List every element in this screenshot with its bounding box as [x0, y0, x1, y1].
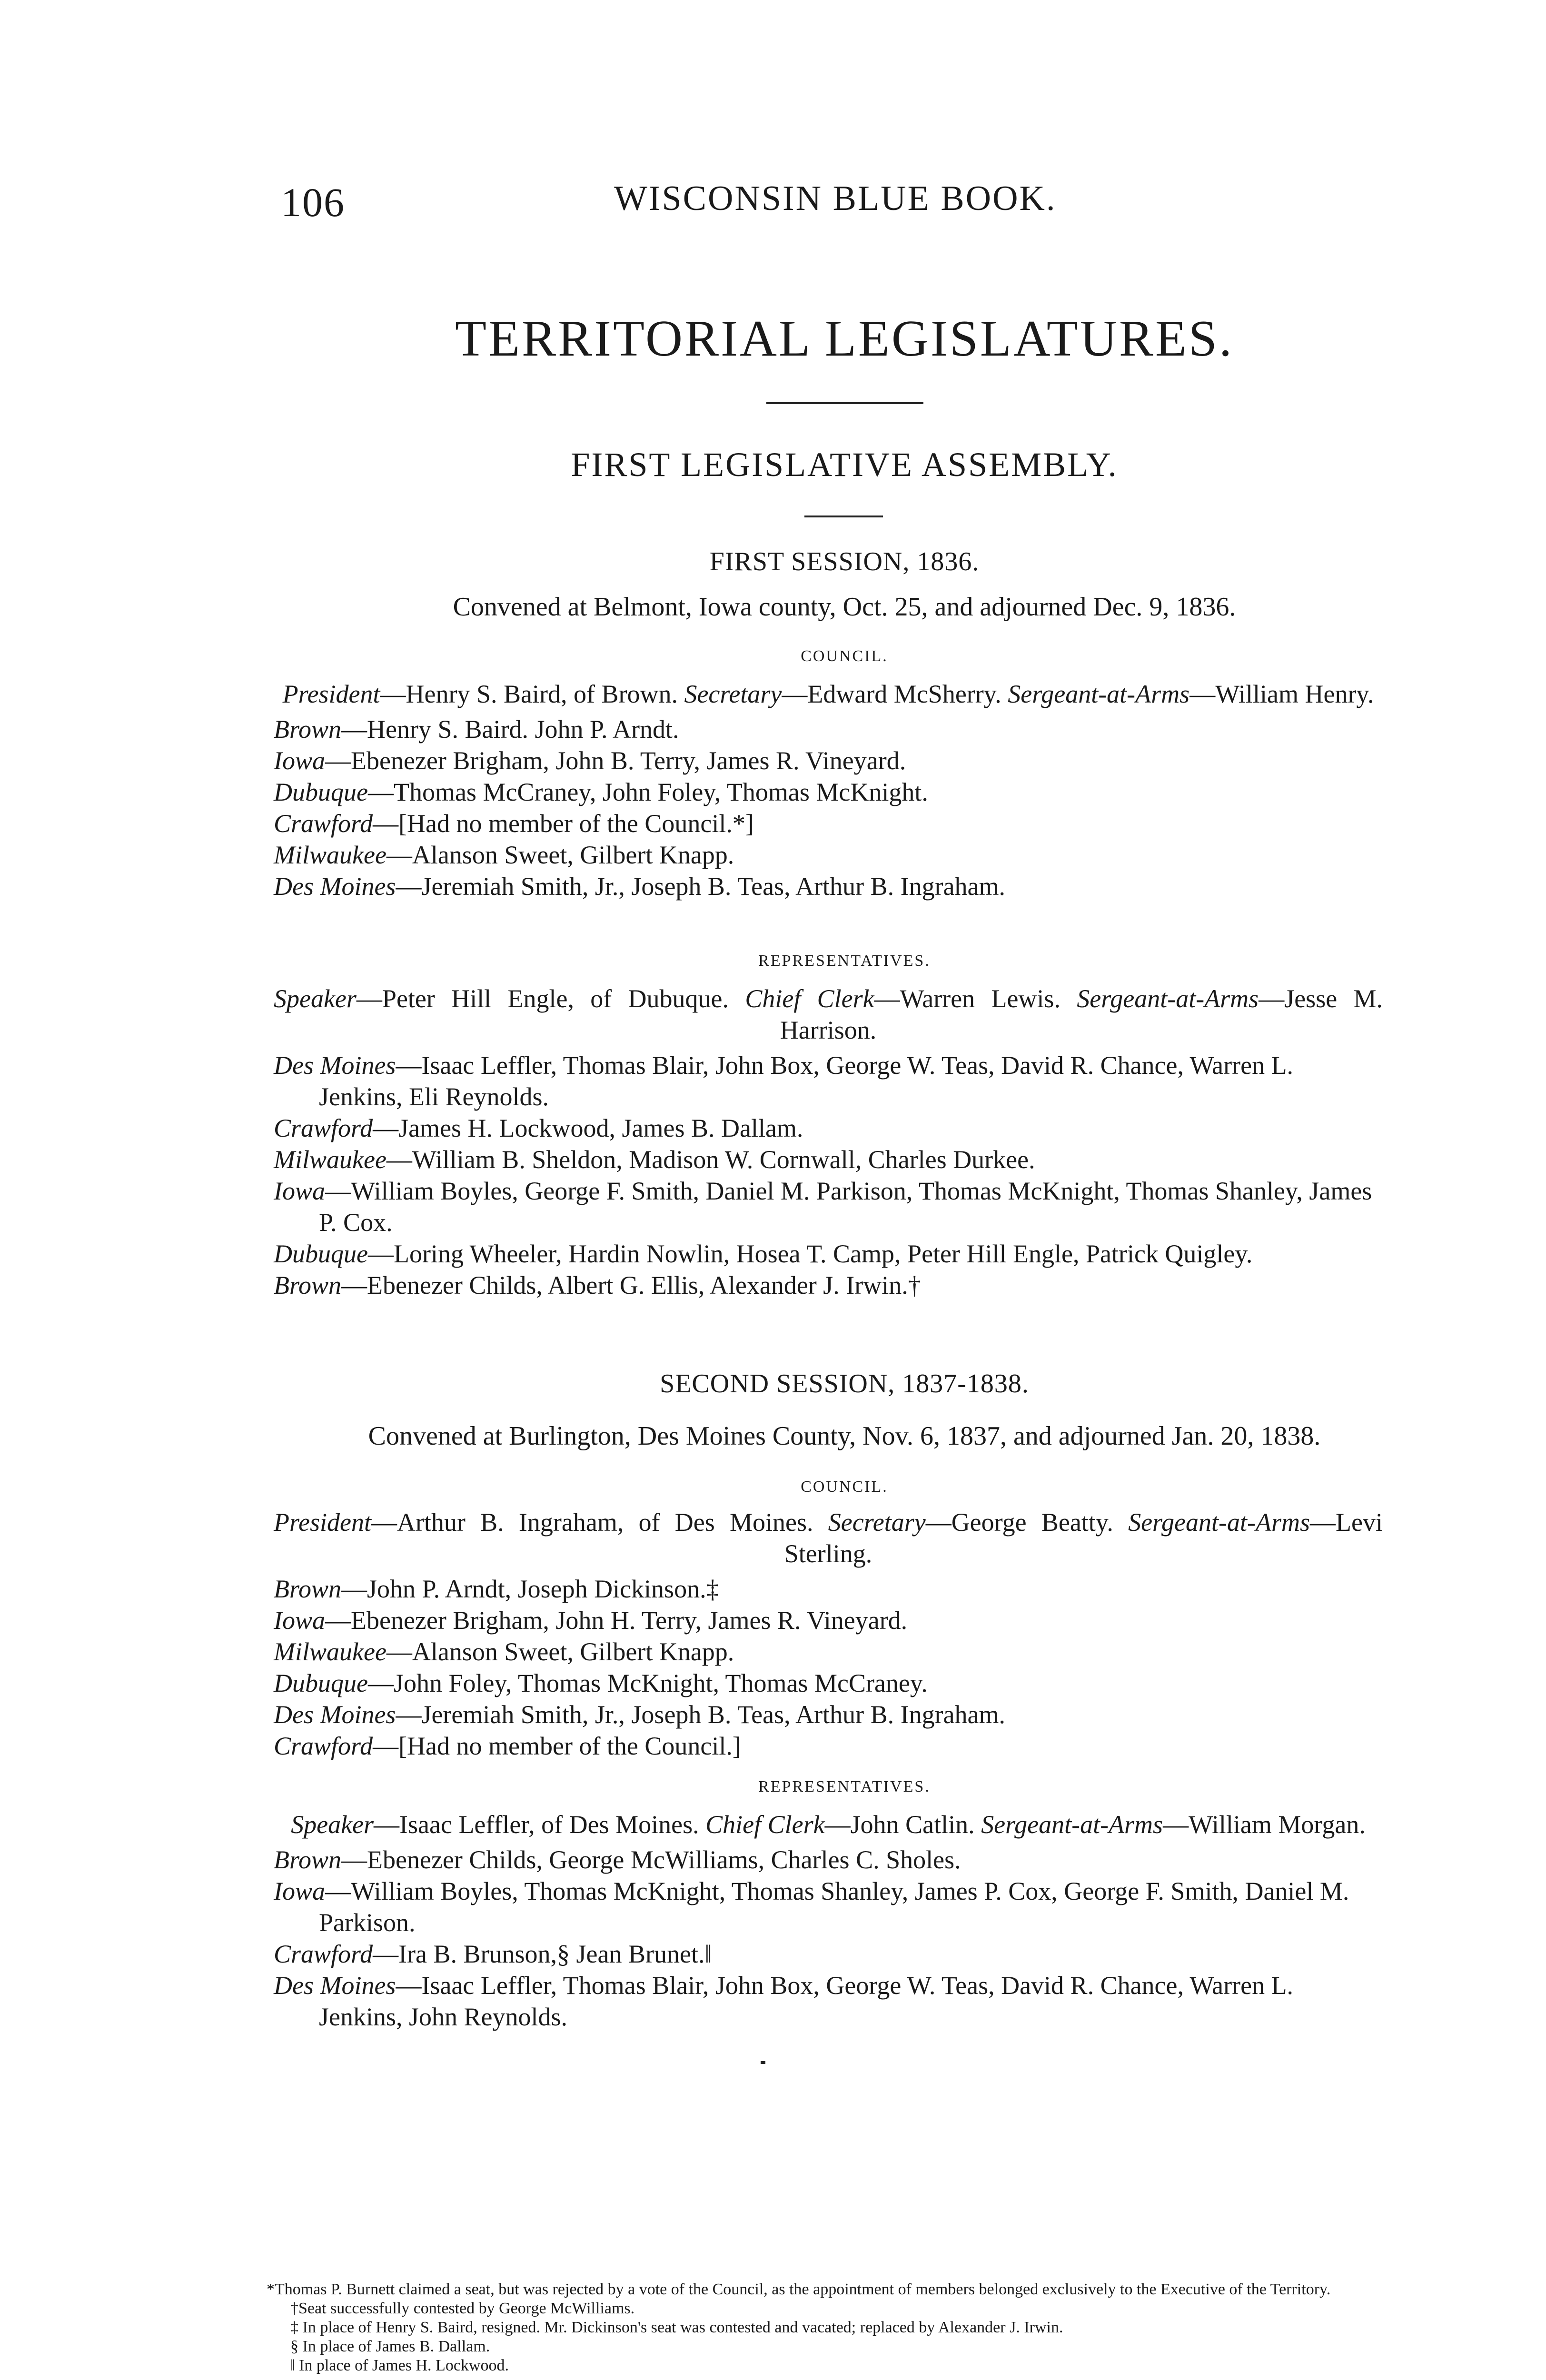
- officer-role: Secretary: [828, 1508, 926, 1537]
- session-dates: Convened at Belmont, Iowa county, Oct. 25, and adjourned Dec. 9, 1836.: [453, 592, 1236, 622]
- footnote: †Seat successfully contested by George McWilliams.: [290, 2300, 635, 2317]
- officer-role: Chief Clerk: [705, 1810, 825, 1839]
- footnote: ‖ In place of James H. Lockwood.: [290, 2357, 509, 2374]
- council-officers: President—Arthur B. Ingraham, of Des Moines. Secretary—George Beatty. Sergeant-at-Arms—Levi Sterling.: [274, 1508, 1383, 1568]
- county-entry: Iowa—Ebenezer Brigham, John B. Terry, James R. Vineyard.: [274, 746, 906, 775]
- county-entry: Iowa—William Boyles, Thomas McKnight, Thomas Shanley, James P. Cox, George F. Smith, Daniel M. Parkison.: [274, 1877, 1349, 1937]
- officer-name: William Morgan.: [1189, 1810, 1366, 1839]
- officer-name: Henry S. Baird, of Brown.: [406, 680, 678, 708]
- officer-name: John Catlin.: [850, 1810, 975, 1839]
- representatives-section: [274, 1809, 1383, 2033]
- member-names: Ebenezer Childs, George McWilliams, Charles C. Sholes.: [367, 1845, 961, 1874]
- officer-name: George Beatty.: [951, 1508, 1113, 1537]
- member-names: Jeremiah Smith, Jr., Joseph B. Teas, Arthur B. Ingraham.: [421, 872, 1006, 901]
- county-name: Crawford: [274, 1940, 373, 1968]
- county-entry: Dubuque—John Foley, Thomas McKnight, Thomas McCraney.: [274, 1669, 928, 1697]
- county-name: Dubuque: [274, 1669, 368, 1697]
- county-entry: Iowa—Ebenezer Brigham, John H. Terry, James R. Vineyard.: [274, 1606, 908, 1635]
- county-name: Brown: [274, 1271, 342, 1299]
- council-heading: COUNCIL.: [801, 1478, 888, 1496]
- officer-name: Peter Hill Engle, of Dubuque.: [382, 984, 729, 1013]
- officer-role: Speaker: [274, 984, 357, 1013]
- county-name: Milwaukee: [274, 1145, 386, 1174]
- subtitle-rule: [804, 516, 883, 517]
- member-names: Isaac Leffler, Thomas Blair, John Box, George W. Teas, David R. Chance, Warren L. Jenkins, Eli Reynolds.: [319, 1051, 1294, 1111]
- member-names: Ebenezer Childs, Albert G. Ellis, Alexander J. Irwin.†: [367, 1271, 921, 1299]
- member-names: Ebenezer Brigham, John B. Terry, James R. Vineyard.: [351, 746, 906, 775]
- officer-role: Sergeant-at-Arms: [1077, 984, 1259, 1013]
- member-names: [Had no member of the Council.*]: [398, 809, 754, 838]
- officer-role: Speaker: [291, 1810, 374, 1839]
- officer-name: Isaac Leffler, of Des Moines.: [399, 1810, 699, 1839]
- county-entry: Crawford—[Had no member of the Council.]: [274, 1732, 741, 1760]
- county-entry: Brown—Henry S. Baird. John P. Arndt.: [274, 715, 679, 744]
- officer-role: Chief Clerk: [745, 984, 874, 1013]
- officer-role: Secretary: [684, 680, 782, 708]
- page-number: 106: [281, 179, 345, 225]
- county-name: Iowa: [274, 1877, 325, 1905]
- county-name: Iowa: [274, 1606, 325, 1635]
- member-names: Ebenezer Brigham, John H. Terry, James R. Vineyard.: [351, 1606, 908, 1635]
- county-name: Crawford: [274, 1732, 373, 1760]
- representatives-heading: REPRESENTATIVES.: [758, 1778, 931, 1795]
- county-entry: Dubuque—Loring Wheeler, Hardin Nowlin, Hosea T. Camp, Peter Hill Engle, Patrick Quigley.: [274, 1240, 1253, 1268]
- officer-name: Warren Lewis.: [900, 984, 1060, 1013]
- officer-name: Levi Sterling.: [784, 1508, 1383, 1568]
- member-names: John P. Arndt, Joseph Dickinson.‡: [367, 1575, 719, 1603]
- county-entry: Des Moines—Isaac Leffler, Thomas Blair, John Box, George W. Teas, David R. Chance, Warren L. Jenkins, John Reynolds.: [274, 1971, 1294, 2031]
- page-title: TERRITORIAL LEGISLATURES.: [455, 310, 1234, 367]
- representatives-heading: REPRESENTATIVES.: [758, 952, 931, 970]
- county-name: Iowa: [274, 746, 325, 775]
- county-name: Des Moines: [274, 1051, 396, 1080]
- county-name: Milwaukee: [274, 1637, 386, 1666]
- county-entry: Milwaukee—Alanson Sweet, Gilbert Knapp.: [274, 1637, 734, 1666]
- county-name: Brown: [274, 715, 342, 744]
- officer-name: Jesse M. Harrison.: [780, 984, 1383, 1044]
- member-names: Isaac Leffler, Thomas Blair, John Box, George W. Teas, David R. Chance, Warren L. Jenkins, John Reynolds.: [319, 1971, 1294, 2031]
- member-names: Loring Wheeler, Hardin Nowlin, Hosea T. Camp, Peter Hill Engle, Patrick Quigley.: [393, 1240, 1253, 1268]
- county-entry: Crawford—Ira B. Brunson,§ Jean Brunet.‖: [274, 1940, 712, 1968]
- member-names: Thomas McCraney, John Foley, Thomas McKnight.: [393, 778, 928, 806]
- member-names: William B. Sheldon, Madison W. Cornwall, Charles Durkee.: [412, 1145, 1035, 1174]
- footnotes: [267, 2280, 1383, 2375]
- county-name: Dubuque: [274, 1240, 368, 1268]
- county-name: Milwaukee: [274, 841, 386, 869]
- member-names: James H. Lockwood, James B. Dallam.: [398, 1114, 803, 1142]
- county-entry: Brown—Ebenezer Childs, Albert G. Ellis, Alexander J. Irwin.†: [274, 1271, 921, 1299]
- footnote: § In place of James B. Dallam.: [290, 2338, 490, 2355]
- house-officers: Speaker—Isaac Leffler, of Des Moines. Chief Clerk—John Catlin. Sergeant-at-Arms—William Morgan.: [291, 1810, 1366, 1839]
- county-entry: Crawford—James H. Lockwood, James B. Dallam.: [274, 1114, 803, 1142]
- officer-name: William Henry.: [1215, 680, 1374, 708]
- session-title: SECOND SESSION, 1837-1838.: [660, 1369, 1029, 1398]
- member-names: Alanson Sweet, Gilbert Knapp.: [412, 1637, 734, 1666]
- council-section: [274, 1507, 1383, 1762]
- assembly-title: FIRST LEGISLATIVE ASSEMBLY.: [571, 446, 1118, 484]
- county-entry: Des Moines—Jeremiah Smith, Jr., Joseph B. Teas, Arthur B. Ingraham.: [274, 1700, 1006, 1729]
- county-entry: Crawford—[Had no member of the Council.*]: [274, 809, 754, 838]
- member-names: William Boyles, George F. Smith, Daniel M. Parkison, Thomas McKnight, Thomas Shanley, James P. Cox.: [319, 1177, 1372, 1237]
- house-officers: Speaker—Peter Hill Engle, of Dubuque. Chief Clerk—Warren Lewis. Sergeant-at-Arms—Jesse M. Harrison.: [274, 984, 1383, 1044]
- council-officers: President—Henry S. Baird, of Brown. Secretary—Edward McSherry. Sergeant-at-Arms—William Henry.: [282, 680, 1374, 708]
- county-name: Des Moines: [274, 1700, 396, 1729]
- council-heading: COUNCIL.: [801, 647, 888, 665]
- county-entry: Milwaukee—Alanson Sweet, Gilbert Knapp.: [274, 841, 734, 869]
- county-name: Des Moines: [274, 872, 396, 901]
- county-name: Brown: [274, 1575, 342, 1603]
- county-name: Crawford: [274, 809, 373, 838]
- footnote: *Thomas P. Burnett claimed a seat, but was rejected by a vote of the Council, as the appointment of members belonged exclusively to the Executive of the Territory.: [267, 2281, 1331, 2298]
- session-title: FIRST SESSION, 1836.: [709, 547, 980, 576]
- member-names: William Boyles, Thomas McKnight, Thomas Shanley, James P. Cox, George F. Smith, Daniel M. Parkison.: [319, 1877, 1349, 1937]
- county-name: Iowa: [274, 1177, 325, 1205]
- county-name: Dubuque: [274, 778, 368, 806]
- county-entry: Milwaukee—William B. Sheldon, Madison W. Cornwall, Charles Durkee.: [274, 1145, 1035, 1174]
- member-names: Alanson Sweet, Gilbert Knapp.: [412, 841, 734, 869]
- county-entry: Iowa—William Boyles, George F. Smith, Daniel M. Parkison, Thomas McKnight, Thomas Shanley, James P. Cox.: [274, 1177, 1372, 1237]
- session-dates: Convened at Burlington, Des Moines County, Nov. 6, 1837, and adjourned Jan. 20, 1838.: [368, 1421, 1321, 1451]
- county-entry: Brown—Ebenezer Childs, George McWilliams, Charles C. Sholes.: [274, 1845, 961, 1874]
- representatives-section: [274, 983, 1383, 1301]
- officer-name: Arthur B. Ingraham, of Des Moines.: [396, 1508, 813, 1537]
- county-entry: Des Moines—Isaac Leffler, Thomas Blair, John Box, George W. Teas, David R. Chance, Warren L. Jenkins, Eli Reynolds.: [274, 1051, 1294, 1111]
- member-names: [Had no member of the Council.]: [398, 1732, 741, 1760]
- title-rule: [766, 402, 923, 404]
- county-name: Crawford: [274, 1114, 373, 1142]
- member-names: Jeremiah Smith, Jr., Joseph B. Teas, Arthur B. Ingraham.: [421, 1700, 1006, 1729]
- officer-role: Sergeant-at-Arms: [981, 1810, 1163, 1839]
- footnote-mark: [761, 2061, 765, 2064]
- member-names: Henry S. Baird. John P. Arndt.: [367, 715, 679, 744]
- county-entry: Brown—John P. Arndt, Joseph Dickinson.‡: [274, 1575, 719, 1603]
- county-name: Brown: [274, 1845, 342, 1874]
- council-section: [274, 678, 1383, 902]
- officer-role: Sergeant-at-Arms: [1008, 680, 1190, 708]
- county-entry: Des Moines—Jeremiah Smith, Jr., Joseph B. Teas, Arthur B. Ingraham.: [274, 872, 1006, 901]
- member-names: Ira B. Brunson,§ Jean Brunet.‖: [398, 1940, 712, 1968]
- officer-role: President: [282, 680, 380, 708]
- running-title: WISCONSIN BLUE BOOK.: [614, 179, 1057, 218]
- officer-role: Sergeant-at-Arms: [1128, 1508, 1310, 1537]
- officer-name: Edward McSherry.: [807, 680, 1001, 708]
- member-names: John Foley, Thomas McKnight, Thomas McCraney.: [393, 1669, 928, 1697]
- county-entry: Dubuque—Thomas McCraney, John Foley, Thomas McKnight.: [274, 778, 928, 806]
- footnote: ‡ In place of Henry S. Baird, resigned. Mr. Dickinson's seat was contested and vacated; replaced by Alexander J. Irwin.: [290, 2319, 1063, 2336]
- officer-role: President: [274, 1508, 371, 1537]
- county-name: Des Moines: [274, 1971, 396, 2000]
- running-head: [281, 178, 1385, 231]
